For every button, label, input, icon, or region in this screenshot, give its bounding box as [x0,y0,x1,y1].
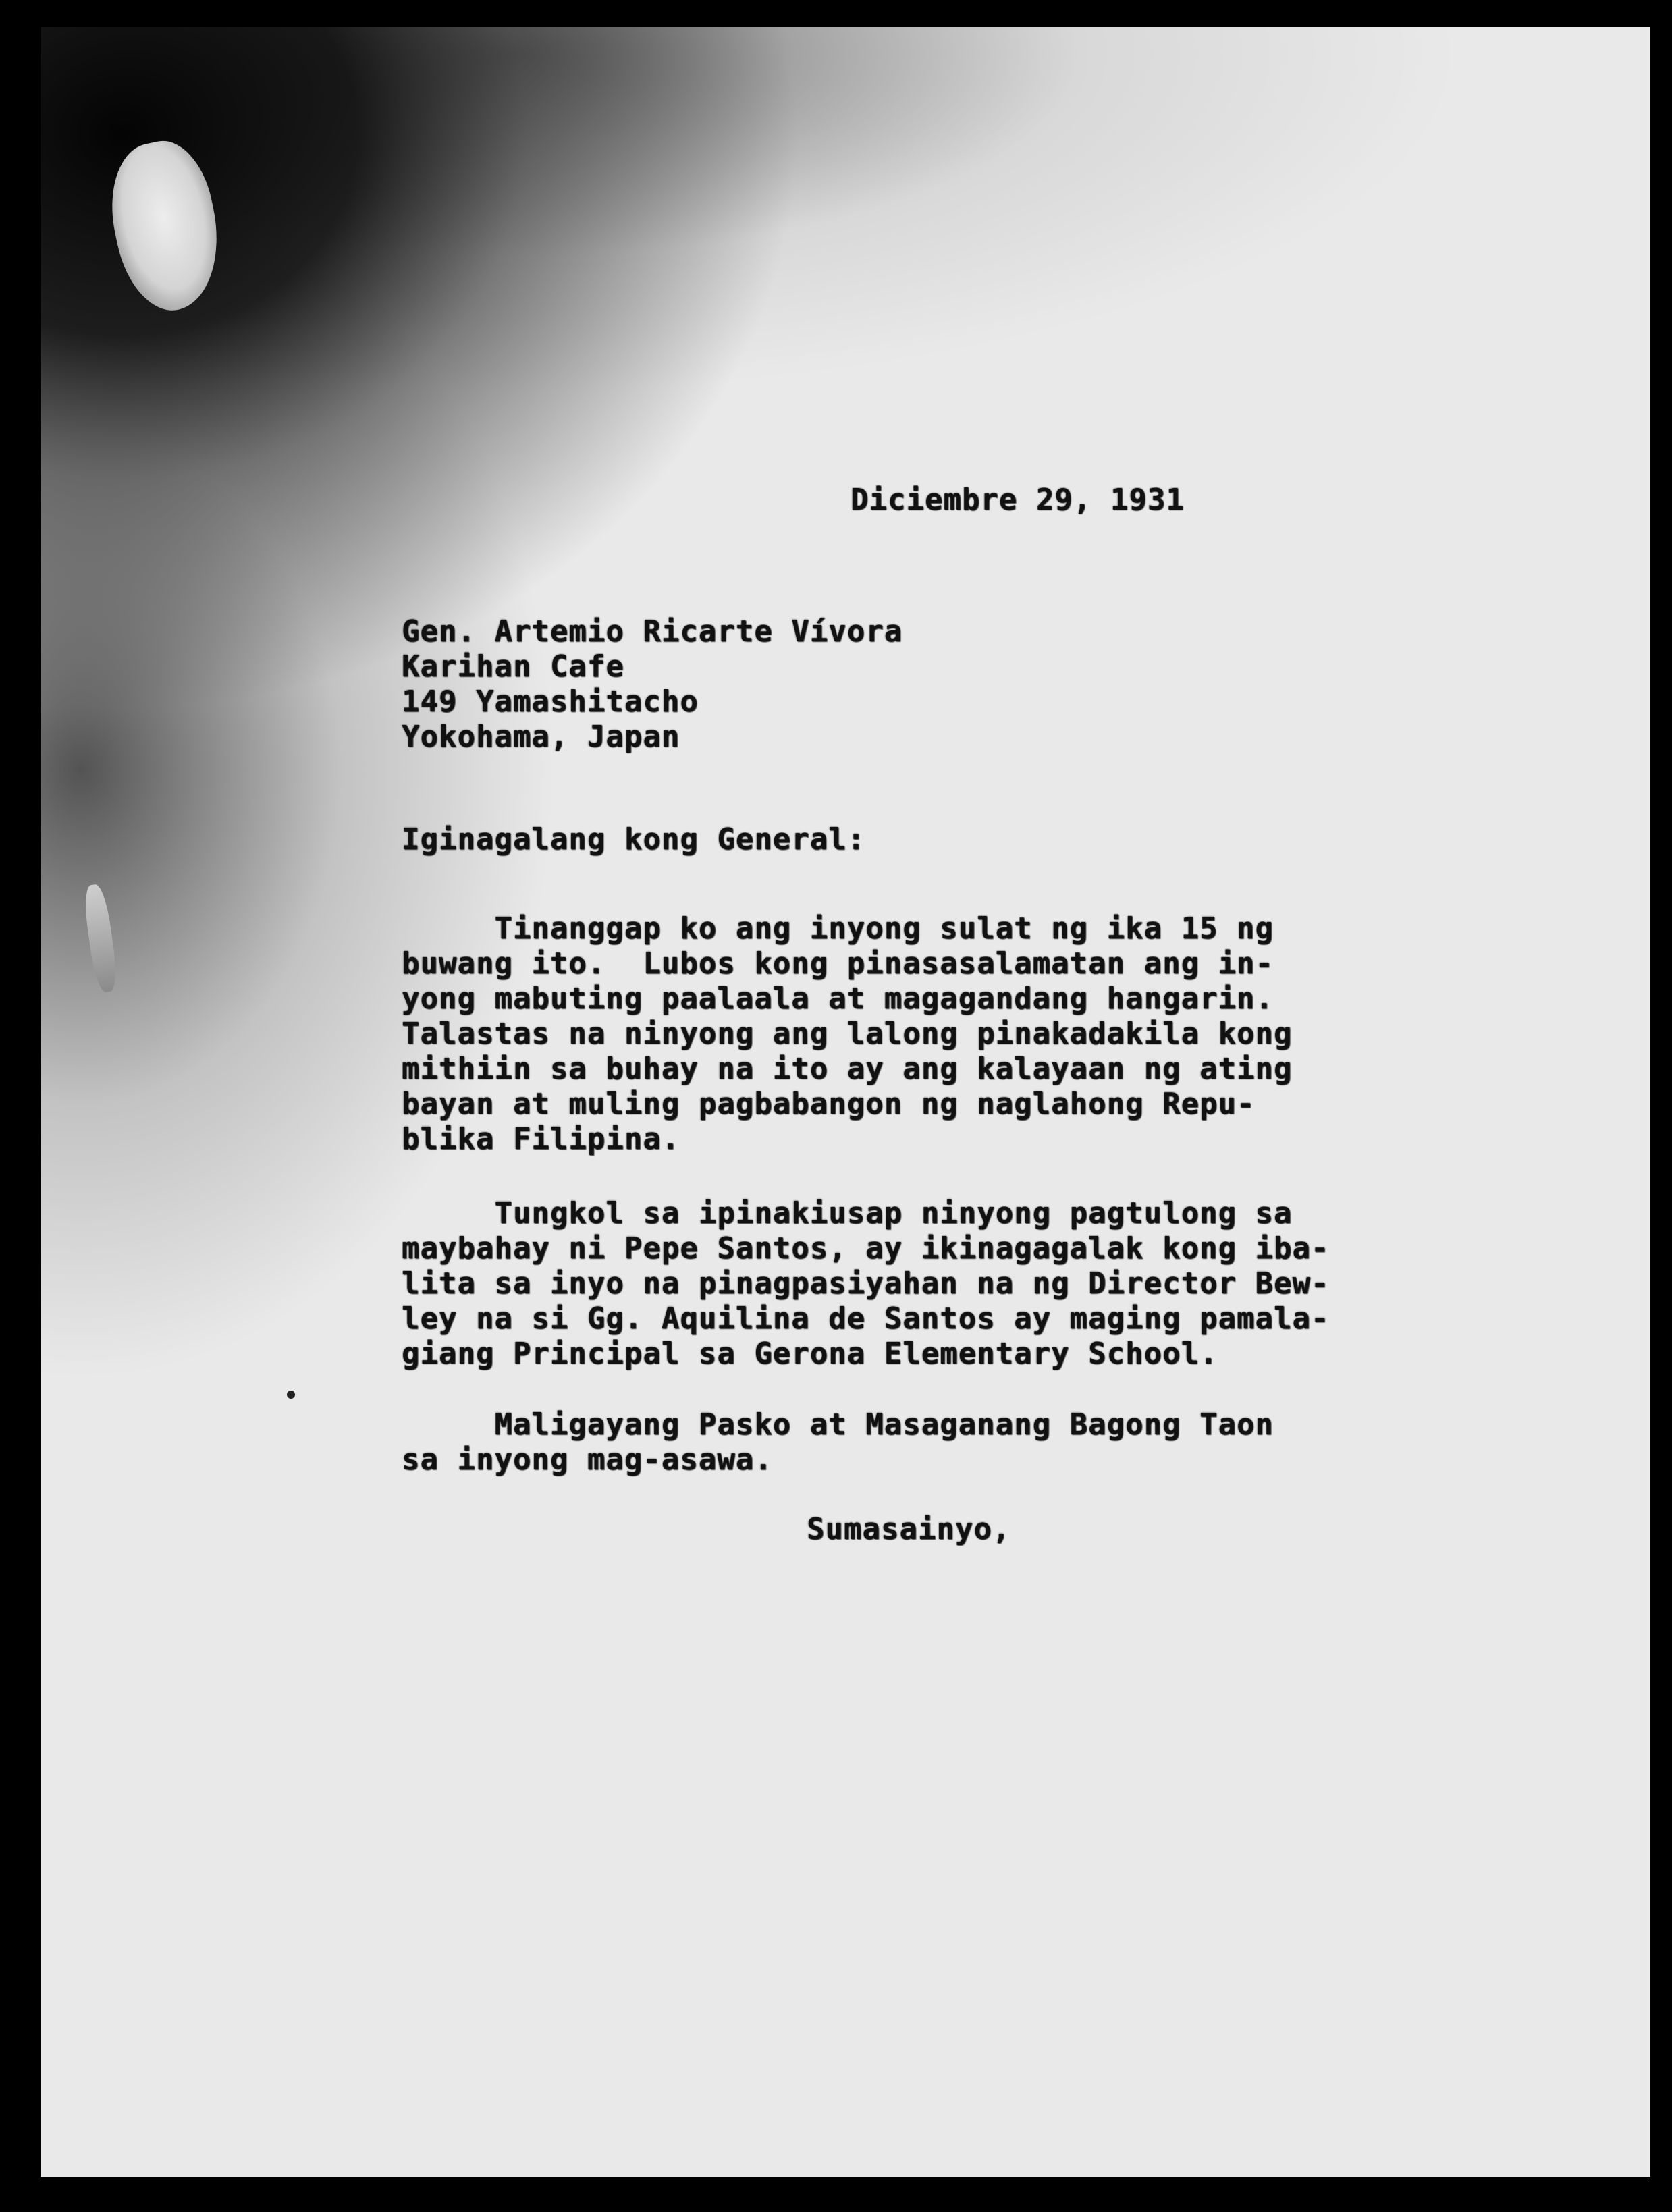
paragraph-line: Talastas na ninyong ang lalong pinakadakila kong [402,1017,1293,1051]
paragraph-line: sa inyong mag-asawa. [402,1442,773,1477]
typed-letter [41,27,1650,2177]
recipient-line: Yokohama, Japan [402,720,680,754]
closing: Sumasainyo, [807,1512,1011,1546]
paragraph-line: Maligayang Pasko at Masaganang Bagong Taon [402,1407,1274,1442]
paragraph-line: Tinanggap ko ang inyong sulat ng ika 15 ng [402,911,1274,946]
salutation: Iginagalang kong General: [402,822,866,857]
paragraph-line: ley na si Gg. Aquilina de Santos ay maging pamala- [402,1301,1330,1336]
paragraph-line: blika Filipina. [402,1122,680,1156]
letter-date: Diciembre 29, 1931 [851,483,1185,517]
paragraph-line: Tungkol sa ipinakiusap ninyong pagtulong sa [402,1196,1293,1231]
paragraph-line: giang Principal sa Gerona Elementary School. [402,1337,1218,1371]
paragraph-line: buwang ito. Lubos kong pinasasalamatan ang in- [402,946,1274,981]
paragraph-line: maybahay ni Pepe Santos, ay ikinagagalak kong iba- [402,1231,1330,1266]
recipient-line: Gen. Artemio Ricarte Vívora [402,614,903,649]
paragraph-line: lita sa inyo na pinagpasiyahan na ng Director Bew- [402,1266,1330,1301]
paragraph-line: bayan at muling pagbabangon ng naglahong Repu- [402,1087,1256,1121]
paragraph-line: mithiin sa buhay na ito ay ang kalayaan ng ating [402,1052,1293,1086]
paragraph-line: yong mabuting paalaala at magagandang hangarin. [402,981,1274,1016]
letter-sheet [41,27,1650,2177]
recipient-line: 149 Yamashitacho [402,684,699,719]
recipient-line: Karihan Cafe [402,649,624,684]
